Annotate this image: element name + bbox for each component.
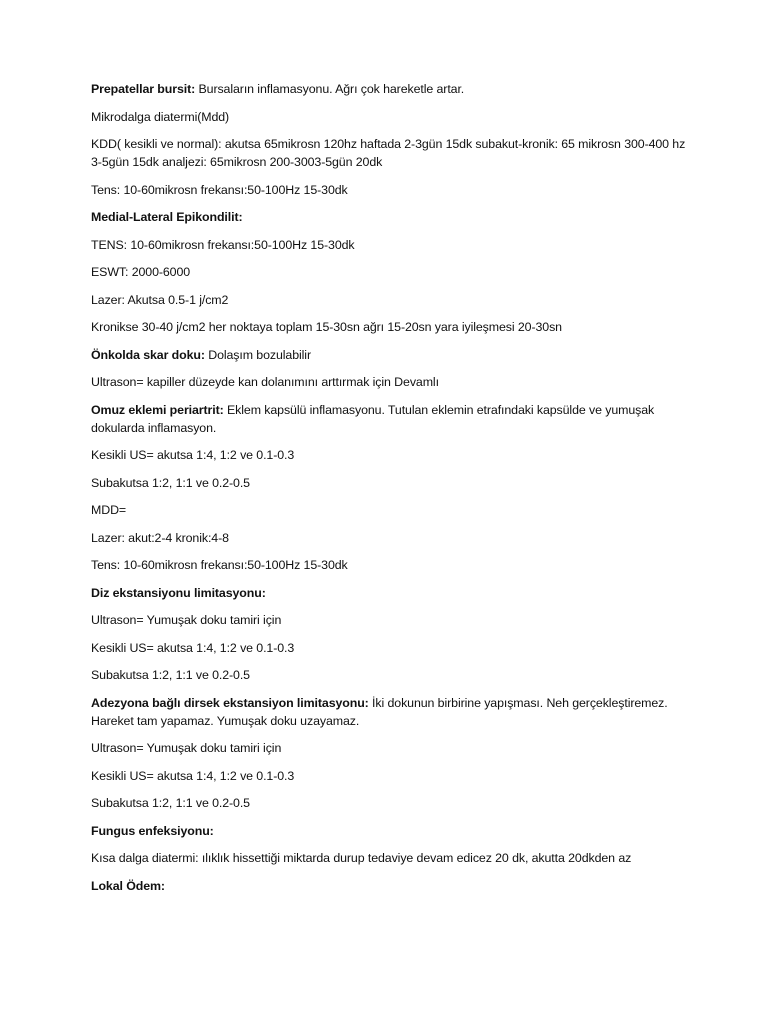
paragraph: [91, 236, 691, 254]
paragraph-text: Kesikli US= akutsa 1:4, 1:2 ve 0.1-0.3: [91, 768, 295, 783]
paragraph: [91, 474, 691, 492]
paragraph: [91, 135, 691, 171]
paragraph: [91, 208, 691, 226]
paragraph: [91, 373, 691, 391]
paragraph-text: Subakutsa 1:2, 1:1 ve 0.2-0.5: [91, 475, 250, 490]
paragraph-heading: Adezyona bağlı dirsek ekstansiyon limitasyonu:: [91, 695, 369, 710]
paragraph-heading: Lokal Ödem:: [91, 878, 165, 893]
paragraph: [91, 794, 691, 812]
paragraph-text: Ultrason= Yumuşak doku tamiri için: [91, 613, 282, 627]
paragraph: [91, 849, 691, 867]
paragraph: [91, 529, 691, 547]
document-page: [91, 80, 691, 904]
paragraph-text: ESWT: 2000-6000: [91, 265, 191, 279]
paragraph-text: Kronikse 30-40 j/cm2 her noktaya toplam 15-30sn ağrı 15-20sn yara iyileşmesi 20-30sn: [91, 320, 562, 334]
paragraph-text: TENS: 10-60mikrosn frekansı:50-100Hz 15-30dk: [91, 237, 355, 252]
paragraph: [91, 446, 691, 464]
paragraph-text: MDD=: [91, 503, 127, 517]
paragraph: [91, 291, 691, 309]
paragraph: [91, 108, 691, 126]
paragraph-text: Kesikli US= akutsa 1:4, 1:2 ve 0.1-0.3: [91, 448, 295, 462]
paragraph: [91, 556, 691, 574]
paragraph: [91, 666, 691, 684]
paragraph-heading: Medial-Lateral Epikondilit:: [91, 210, 243, 224]
paragraph-text: KDD( kesikli ve normal): akutsa 65mikrosn 120hz haftada 2-3gün 15dk subakut-kronik: 65 mikrosn 300-400 hz 3-5gün 15dk analjezi: 65mikrosn 200-3003-5gün 20dk: [91, 137, 686, 169]
paragraph-text: Eklem kapsülü inflamasyonu. Tutulan eklemin etrafındaki kapsülde ve yumuşak dokularda inflamasyon.: [91, 402, 655, 435]
paragraph-text: Subakutsa 1:2, 1:1 ve 0.2-0.5: [91, 796, 250, 810]
paragraph-text: Tens: 10-60mikrosn frekansı:50-100Hz 15-30dk: [91, 182, 348, 197]
paragraph-heading: Omuz eklemi periartrit:: [91, 402, 224, 417]
paragraph: [91, 611, 691, 629]
paragraph-text: Dolaşım bozulabilir: [204, 347, 311, 362]
paragraph: [91, 263, 691, 281]
paragraph: [91, 584, 691, 602]
paragraph: [91, 181, 691, 199]
paragraph: [91, 767, 691, 785]
paragraph-text: Lazer: Akutsa 0.5-1 j/cm2: [91, 292, 229, 307]
paragraph-text: Tens: 10-60mikrosn frekansı:50-100Hz 15-30dk: [91, 558, 348, 572]
paragraph-text: Mikrodalga diatermi(Mdd): [91, 109, 230, 124]
paragraph: [91, 877, 691, 895]
paragraph: [91, 401, 691, 437]
paragraph: [91, 694, 691, 730]
paragraph: [91, 80, 691, 98]
paragraph: [91, 639, 691, 657]
paragraph-text: Kısa dalga diatermi: ılıklık hissettiği miktarda durup tedaviye devam edicez 20 dk, akutta 20dkden az: [91, 851, 632, 865]
paragraph: [91, 739, 691, 757]
paragraph-text: Lazer: akut:2-4 kronik:4-8: [91, 530, 229, 545]
paragraph: [91, 318, 691, 336]
paragraph-text: Ultrason= kapiller düzeyde kan dolanımını arttırmak için Devamlı: [91, 375, 439, 389]
paragraph-text: Ultrason= Yumuşak doku tamiri için: [91, 741, 282, 755]
paragraph: [91, 822, 691, 840]
paragraph-text: Bursaların inflamasyonu. Ağrı çok hareketle artar.: [195, 82, 465, 96]
paragraph-text: Kesikli US= akutsa 1:4, 1:2 ve 0.1-0.3: [91, 640, 295, 655]
paragraph-heading: Prepatellar bursit:: [91, 82, 196, 96]
paragraph: [91, 501, 691, 519]
paragraph: [91, 346, 691, 364]
paragraph-heading: Önkolda skar doku:: [91, 347, 205, 362]
paragraph-text: İki dokunun birbirine yapışması. Neh gerçekleştiremez. Hareket tam yapamaz. Yumuşak doku uzayamaz.: [91, 695, 668, 728]
paragraph-heading: Diz ekstansiyonu limitasyonu:: [91, 585, 266, 600]
paragraph-text: Subakutsa 1:2, 1:1 ve 0.2-0.5: [91, 668, 250, 682]
paragraph-heading: Fungus enfeksiyonu:: [91, 823, 214, 838]
